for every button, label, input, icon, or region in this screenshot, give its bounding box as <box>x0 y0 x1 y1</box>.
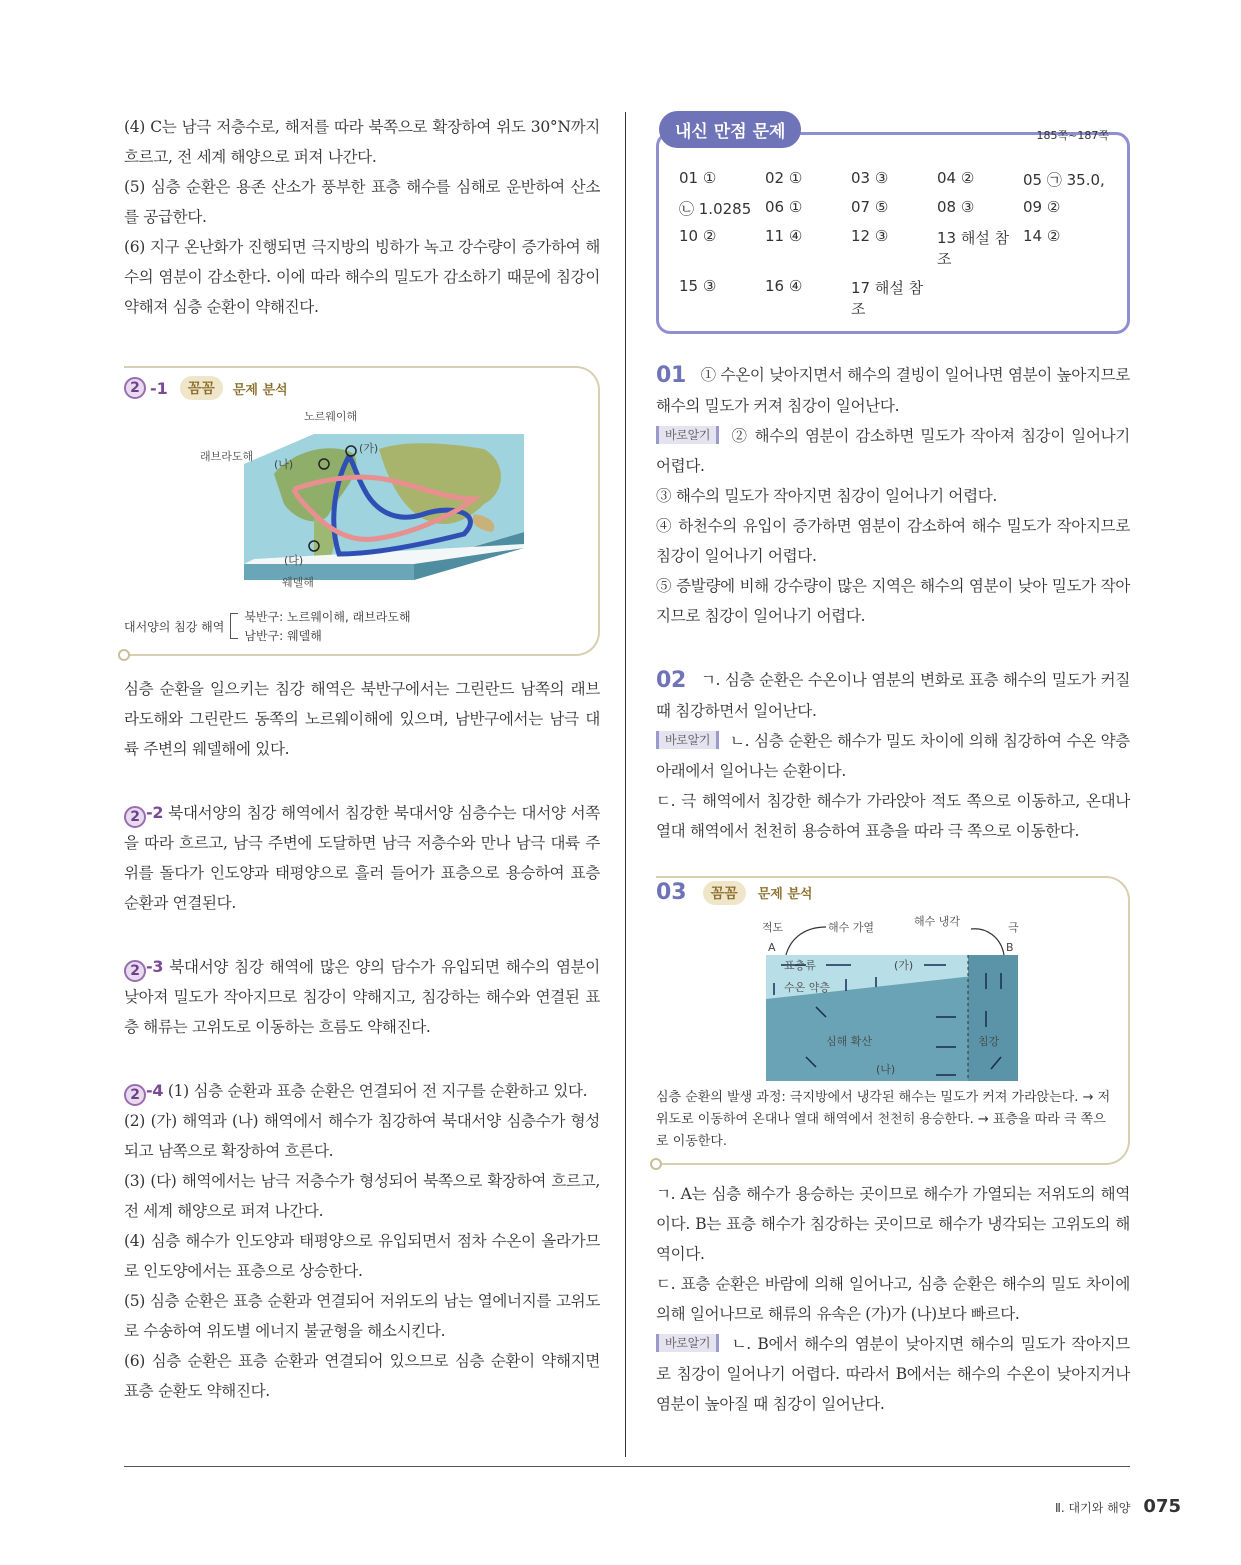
question-01 <box>656 360 1130 631</box>
section-label: Ⅱ. 대기와 해양 <box>1055 1501 1131 1515</box>
label-heating: 해수 가열 <box>828 921 875 934</box>
number-suffix: -1 <box>150 378 168 398</box>
q03-baro-text: ㄴ. B에서 해수의 염분이 낮아지면 해수의 밀도가 작아지므로 침강이 일어나기 어렵다. 따라서 B에서는 해수의 수온이 낮아지거나 염분이 높아질 때 침강이 일어난다. <box>656 1335 1130 1413</box>
label-ga: (가) <box>359 442 379 455</box>
q01-line-3: ③ 해수의 밀도가 작아지면 침강이 일어나기 어렵다. <box>656 487 998 505</box>
q02-line-3: ㄷ. 극 해역에서 침강한 해수가 가라앉아 적도 쪽으로 이동하고, 온대나 열대 해역에서 천천히 용승하여 표층을 따라 극 쪽으로 이동한다. <box>656 792 1130 840</box>
answers-page-range: 185쪽~187쪽 <box>1036 129 1109 142</box>
paragraph-2-4-item-5: (5) 심층 순환은 표층 순환과 연결되어 저위도의 남는 열에너지를 고위도로 수송하여 위도별 에너지 불균형을 해소시킨다. <box>124 1292 600 1340</box>
answer-item: 06 ① <box>765 198 803 216</box>
intro-line-6: (6) 지구 온난화가 진행되면 극지방의 빙하가 녹고 강수량이 증가하여 해수의 염분이 감소한다. 이에 따라 해수의 밀도가 감소하기 때문에 침강이 약해져 심층 순환이 약해진다. <box>124 238 600 316</box>
number-suffix: -2 <box>146 803 164 822</box>
answer-item: 07 ⑤ <box>851 198 889 216</box>
legend-southern: 남반구: 웨델해 <box>244 629 322 643</box>
legend-bracket <box>230 613 238 639</box>
paragraph-2-4 <box>124 1076 600 1406</box>
label-norwegian-sea: 노르웨이해 <box>304 410 358 423</box>
answer-item: 11 ④ <box>765 227 803 245</box>
answer-item: 10 ② <box>679 227 717 245</box>
answer-item: 02 ① <box>765 169 803 187</box>
answer-item: ㉡ 1.0285 <box>679 200 752 218</box>
label-surface-current: 표층류 <box>784 959 816 972</box>
label-na: (나) <box>274 458 294 471</box>
q02-main: ㄱ. 심층 순환은 수온이나 염분의 변화로 표층 해수의 밀도가 커질 때 침강하면서 일어난다. <box>656 671 1130 720</box>
answer-item: 09 ② <box>1023 198 1061 216</box>
paragraph-2-4-item-4: (4) 심층 해수가 인도양과 태평양으로 유입되면서 점차 수온이 올라가므로 인도양에서는 표층으로 상승한다. <box>124 1232 600 1280</box>
answer-item: 05 ㉠ 35.0, <box>1023 171 1105 189</box>
q03-line-1: ㄱ. A는 심층 해수가 용승하는 곳이므로 해수가 가열되는 저위도의 해역이다. B는 표층 해수가 침강하는 곳이므로 해수가 냉각되는 고위도의 해역이다. <box>656 1185 1130 1263</box>
right-column <box>656 112 1130 1419</box>
number-badge: 2 <box>124 377 146 399</box>
answer-item: 14 ② <box>1023 227 1061 245</box>
q03-line-2: ㄷ. 표층 순환은 바람에 의해 일어나고, 심층 순환은 해수의 밀도 차이에 의해 일어나므로 해류의 유속은 (가)가 (나)보다 빠르다. <box>656 1275 1130 1323</box>
q01-line-5: ⑤ 증발량에 비해 강수량이 많은 지역은 해수의 염분이 낮아 밀도가 작아지므로 침강이 일어나기 어렵다. <box>656 577 1130 625</box>
intro-line-5: (5) 심층 순환은 용존 산소가 풍부한 표층 해수를 심해로 운반하여 산소를 공급한다. <box>124 178 600 226</box>
baro-algi-tag: 바로알기 <box>656 731 719 749</box>
label-a: A <box>768 941 776 954</box>
label-sinking: 침강 <box>978 1035 1000 1048</box>
paragraph-2-2-text: 북대서양의 침강 해역에서 침강한 북대서양 심층수는 대서양 서쪽을 따라 흐르고, 남극 주변에 도달하면 남극 저층수와 만나 남극 대륙 주위를 돌다가 인도양과 태평양으로 흘러 들어가 표층으로 용승하여 표층 순환과 연결된다. <box>124 804 601 912</box>
label-da: (다) <box>284 554 304 567</box>
analysis-box-2-1 <box>124 366 600 656</box>
answer-item: 01 ① <box>679 169 717 187</box>
label-pole: 극 <box>1008 921 1019 934</box>
question-number: 03 <box>656 880 687 905</box>
baro-algi-tag: 바로알기 <box>656 1334 719 1352</box>
number-badge: 2 <box>124 960 146 982</box>
label-deep-diffusion: 심해 확산 <box>826 1035 873 1048</box>
bottom-rule <box>124 1466 1130 1467</box>
answer-item: 15 ③ <box>679 277 717 295</box>
kkomkkom-tag: 꼼꼼 <box>703 881 746 905</box>
answers-title <box>659 111 801 148</box>
q01-line-2: ② 해수의 염분이 감소하면 밀도가 작아져 침강이 일어나기 어렵다. <box>656 427 1130 475</box>
answer-item: 13 해설 참조 <box>937 229 1010 268</box>
answer-item: 04 ② <box>937 169 975 187</box>
box-2-1-header <box>124 376 582 400</box>
paragraph-2-4-item-2: (2) (가) 해역과 (나) 해역에서 해수가 침강하여 북대서양 심층수가 형성되고 남쪽으로 확장하여 흐른다. <box>124 1112 600 1160</box>
column-divider <box>625 112 626 1457</box>
q02-line-2: ㄴ. 심층 순환은 해수가 밀도 차이에 의해 침강하여 수온 약층 아래에서 일어나는 순환이다. <box>656 732 1130 780</box>
q01-main: ① 수온이 낮아지면서 해수의 결빙이 일어나면 염분이 높아지므로 해수의 밀도가 커져 침강이 일어난다. <box>656 366 1130 415</box>
paragraph-2-3-text: 북대서양 침강 해역에 많은 양의 담수가 유입되면 해수의 염분이 낮아져 밀도가 작아지므로 침강이 약해지고, 침강하는 해수와 연결된 표층 해류는 고위도로 이동하는 흐름도 약해진다. <box>124 958 600 1036</box>
label-thermocline: 수온 약층 <box>784 981 831 994</box>
number-badge: 2 <box>124 806 146 828</box>
number-badge: 2 <box>124 1084 146 1106</box>
answer-item: 08 ③ <box>937 198 975 216</box>
analysis-title: 문제 분석 <box>757 887 813 902</box>
question-number: 01 <box>656 363 687 388</box>
diagram-caption: 심층 순환의 발생 과정: 극지방에서 냉각된 해수는 밀도가 커져 가라앉는다. → 저위도로 이동하여 온대나 열대 해역에서 천천히 용승한다. → 표층을 따라 극 쪽으로 이동한다. <box>656 1090 1111 1149</box>
paragraph-2-2 <box>124 798 600 918</box>
heating-arrow <box>786 927 826 955</box>
left-column <box>124 112 600 1406</box>
answers-grid <box>679 169 1109 319</box>
intro-line-4: (4) C는 남극 저층수로, 해저를 따라 북쪽으로 확장하여 위도 30°N까지 흐르고, 전 세계 해양으로 퍼져 나간다. <box>124 118 600 166</box>
atlantic-circulation-map <box>124 404 584 594</box>
question-number: 02 <box>656 668 687 693</box>
map-block-front <box>244 564 414 580</box>
paragraph-2-4-item-1: (1) 심층 순환과 표층 순환은 연결되어 전 지구를 순환하고 있다. <box>167 1082 588 1100</box>
label-equator: 적도 <box>762 921 784 934</box>
q01-line-4: ④ 하천수의 유입이 증가하면 염분이 감소하여 해수 밀도가 작아지므로 침강이 일어나기 어렵다. <box>656 517 1130 565</box>
paragraph-2-3 <box>124 952 600 1042</box>
title-part-manjeom: 만점 <box>713 122 747 142</box>
title-part-munje: 문제 <box>752 122 786 142</box>
analysis-box-03 <box>656 876 1130 1165</box>
question-02 <box>656 665 1130 846</box>
answer-item: 16 ④ <box>765 277 803 295</box>
analysis-title: 문제 분석 <box>232 382 288 398</box>
paragraph-2-4-item-6: (6) 심층 순환은 표층 순환과 연결되어 있으므로 심층 순환이 약해지면 표층 순환도 약해진다. <box>124 1352 600 1400</box>
answer-item: 03 ③ <box>851 169 889 187</box>
title-part-naesin: 내신 <box>675 122 708 142</box>
box-03-header <box>656 880 1112 905</box>
cooling-arrow <box>971 929 1004 955</box>
number-suffix: -4 <box>146 1081 164 1100</box>
paragraph-2-4-item-3: (3) (다) 해역에서는 남극 저층수가 형성되어 북쪽으로 확장하여 흐르고, 전 세계 해양으로 퍼져 나간다. <box>124 1172 600 1220</box>
deep-circulation-diagram <box>656 907 1112 1083</box>
answer-item: 17 해설 참조 <box>851 279 924 318</box>
ocean-map-figure <box>124 404 582 594</box>
label-weddell-sea: 웨델해 <box>282 576 314 589</box>
label-na: (나) <box>876 1063 896 1076</box>
label-b: B <box>1006 941 1014 954</box>
kkomkkom-tag: 꼼꼼 <box>180 376 223 400</box>
number-suffix: -3 <box>146 957 164 976</box>
label-labrador-sea: 래브라도해 <box>200 450 254 463</box>
intro-block <box>124 112 600 322</box>
answers-box <box>656 122 1130 334</box>
page-number: 075 <box>1143 1496 1181 1517</box>
box-corner-dot <box>650 1158 662 1170</box>
question-03-explanation <box>656 1179 1130 1419</box>
answer-item: 12 ③ <box>851 227 889 245</box>
sinking-region <box>968 955 1018 1081</box>
circulation-cross-section <box>656 907 1116 1083</box>
box-corner-dot <box>118 649 130 661</box>
legend-label: 대서양의 침강 해역 <box>124 619 225 634</box>
legend-northern: 북반구: 노르웨이해, 래브라도해 <box>244 610 411 624</box>
label-cooling: 해수 냉각 <box>914 915 961 928</box>
paragraph-after-2-1: 심층 순환을 일으키는 침강 해역은 북반구에서는 그린란드 남쪽의 래브라도해와 그린란드 동쪽의 노르웨이해에 있으며, 남반구에서는 남극 대륙 주변의 웨델해에 있다. <box>124 680 600 758</box>
sinking-area-legend <box>124 608 582 644</box>
page-footer <box>1055 1496 1181 1517</box>
baro-algi-tag: 바로알기 <box>656 426 719 444</box>
label-ga: (가) <box>894 959 914 972</box>
